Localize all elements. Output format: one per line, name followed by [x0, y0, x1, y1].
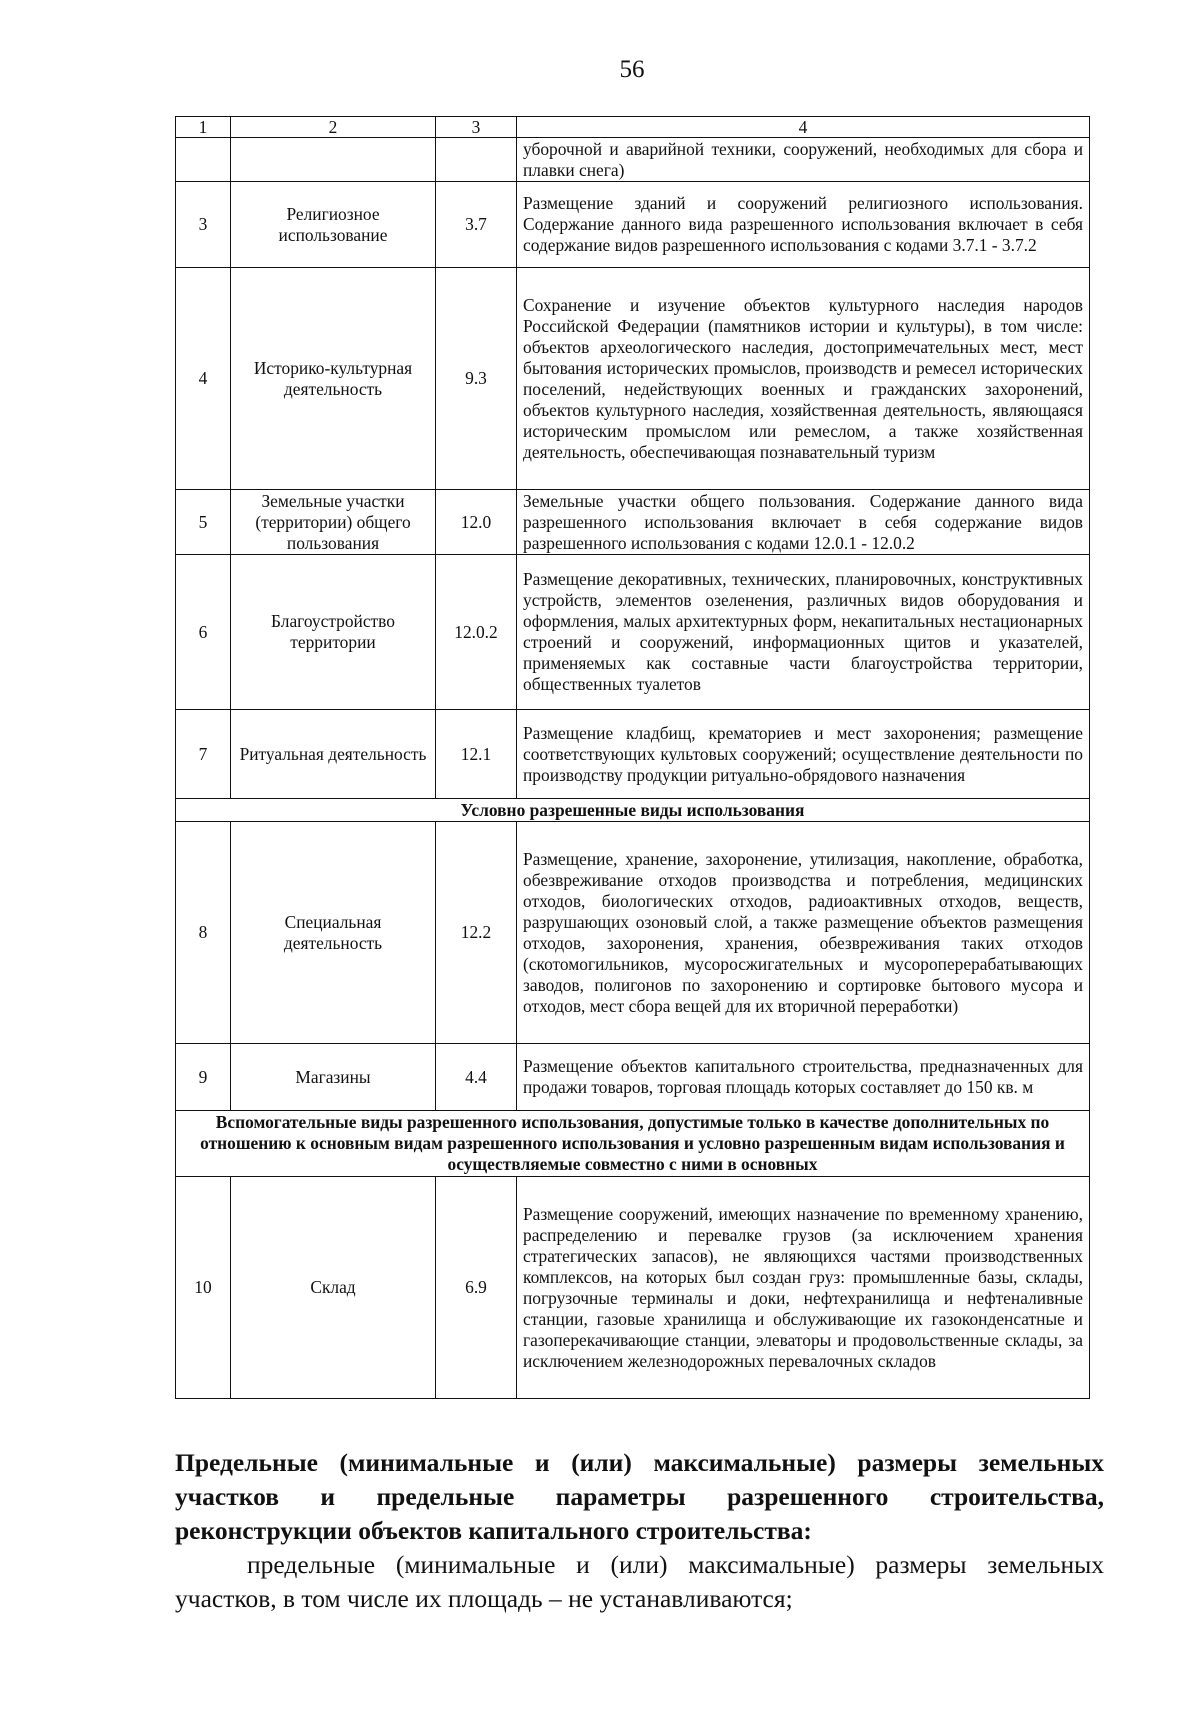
table-row: [176, 822, 1090, 1044]
use-code: [436, 138, 517, 182]
parameters-heading: Предельные (минимальные и (или) максимальные) размеры земельных участков и предельные параметры разрешенного строительства, реконструкции объектов капитального строительства:: [175, 1448, 1104, 1545]
table-row: [176, 1044, 1090, 1111]
row-number: 6: [176, 555, 231, 710]
row-number: [176, 138, 231, 182]
use-description: Размещение сооружений, имеющих назначение по временному хранению, распределению и перевалке грузов (за исключением хранения стратегических запасов), не являющихся частями производственных комплексов, на которых был создан груз: промышленные базы, склады, погрузочные терминалы и доки, нефтехранилища и нефтеналивные станции, газовые хранилища и обслуживающие их газоконденсатные и газоперекачивающие станции, элеваторы и продовольственные склады, за исключением железнодорожных перевалочных складов: [517, 1177, 1090, 1399]
use-code: 12.0: [436, 490, 517, 555]
use-description: Земельные участки общего пользования. Содержание данного вида разрешенного использования включает в себя содержание видов разрешенного использования с кодами 12.0.1 - 12.0.2: [517, 490, 1090, 555]
use-name: Склад: [231, 1177, 436, 1399]
use-name: Магазины: [231, 1044, 436, 1111]
use-description: Сохранение и изучение объектов культурного наследия народов Российской Федерации (памятников истории и культуры), в том числе: объектов археологического наследия, достопримечательных мест, мест бытования исторических промыслов, производств и ремесел исторических поселений, недействующих военных и гражданских захоронений, объектов культурного наследия, хозяйственная деятельность, являющаяся историческим промыслом или ремеслом, а также хозяйственная деятельность, обеспечивающая познавательный туризм: [517, 268, 1090, 490]
table-row: [176, 490, 1090, 555]
column-header: 3: [436, 117, 517, 138]
use-name: Ритуальная деятельность: [231, 710, 436, 799]
table-header-row: [176, 117, 1090, 138]
row-number: 4: [176, 268, 231, 490]
row-number: 9: [176, 1044, 231, 1111]
row-number: 5: [176, 490, 231, 555]
page-number: 56: [619, 56, 645, 83]
section-row: [176, 799, 1090, 822]
use-code: 12.2: [436, 822, 517, 1044]
column-header: 2: [231, 117, 436, 138]
table-row: [176, 710, 1090, 799]
use-description: Размещение зданий и сооружений религиозного использования. Содержание данного вида разрешенного использования включает в себя содержание видов разрешенного использования с кодами 3.7.1 - 3.7.2: [517, 182, 1090, 268]
use-description: Размещение кладбищ, крематориев и мест захоронения; размещение соответствующих культовых сооружений; осуществление деятельности по производству продукции ритуально-обрядового назначения: [517, 710, 1090, 799]
table-row: [176, 182, 1090, 268]
use-name: Религиозное использование: [231, 182, 436, 268]
use-name: Специальная деятельность: [231, 822, 436, 1044]
table-row: [176, 1177, 1090, 1399]
row-number: 10: [176, 1177, 231, 1399]
row-number: 3: [176, 182, 231, 268]
section-heading-conditional: Условно разрешенные виды использования: [176, 799, 1090, 822]
row-number: 7: [176, 710, 231, 799]
section-heading-auxiliary: Вспомогательные виды разрешенного использования, допустимые только в качестве дополнительных по отношению к основным видам разрешенного использования и условно разрешенным видам использования и осуществляемые совместно с ними в основных: [176, 1111, 1090, 1177]
row-number: 8: [176, 822, 231, 1044]
section-row: [176, 1111, 1090, 1177]
column-header: 4: [517, 117, 1090, 138]
permitted-use-table: [175, 116, 1090, 1399]
use-description: Размещение, хранение, захоронение, утилизация, накопление, обработка, обезвреживание отходов производства и потребления, медицинских отходов, биологических отходов, радиоактивных отходов, веществ, разрушающих озоновый слой, а также размещение объектов размещения отходов, захоронения, хранения, обезвреживания таких отходов (скотомогильников, мусоросжигательных и мусороперерабатывающих заводов, полигонов по захоронению и сортировке бытового мусора и отходов, мест сбора вещей для их вторичной переработки): [517, 822, 1090, 1044]
use-description: уборочной и аварийной техники, сооружений, необходимых для сбора и плавки снега): [517, 138, 1090, 182]
use-code: 6.9: [436, 1177, 517, 1399]
use-code: 3.7: [436, 182, 517, 268]
parameters-paragraph: предельные (минимальные и (или) максимальные) размеры земельных участков, в том числе их площадь – не устанавливаются;: [175, 1550, 1104, 1613]
table-row: [176, 268, 1090, 490]
table-row-continued: [176, 138, 1090, 182]
use-description: Размещение декоративных, технических, планировочных, конструктивных устройств, элементов озеленения, различных видов оборудования и оформления, малых архитектурных форм, некапитальных нестационарных строений и сооружений, информационных щитов и указателей, применяемых как составные части благоустройства территории, общественных туалетов: [517, 555, 1090, 710]
use-code: 12.0.2: [436, 555, 517, 710]
use-name: Историко-культурная деятельность: [231, 268, 436, 490]
use-description: Размещение объектов капитального строительства, предназначенных для продажи товаров, торговая площадь которых составляет до 150 кв. м: [517, 1044, 1090, 1111]
use-code: 9.3: [436, 268, 517, 490]
use-name: [231, 138, 436, 182]
use-name: Благоустройство территории: [231, 555, 436, 710]
table-row: [176, 555, 1090, 710]
use-code: 12.1: [436, 710, 517, 799]
use-name: Земельные участки (территории) общего пользования: [231, 490, 436, 555]
column-header: 1: [176, 117, 231, 138]
use-code: 4.4: [436, 1044, 517, 1111]
